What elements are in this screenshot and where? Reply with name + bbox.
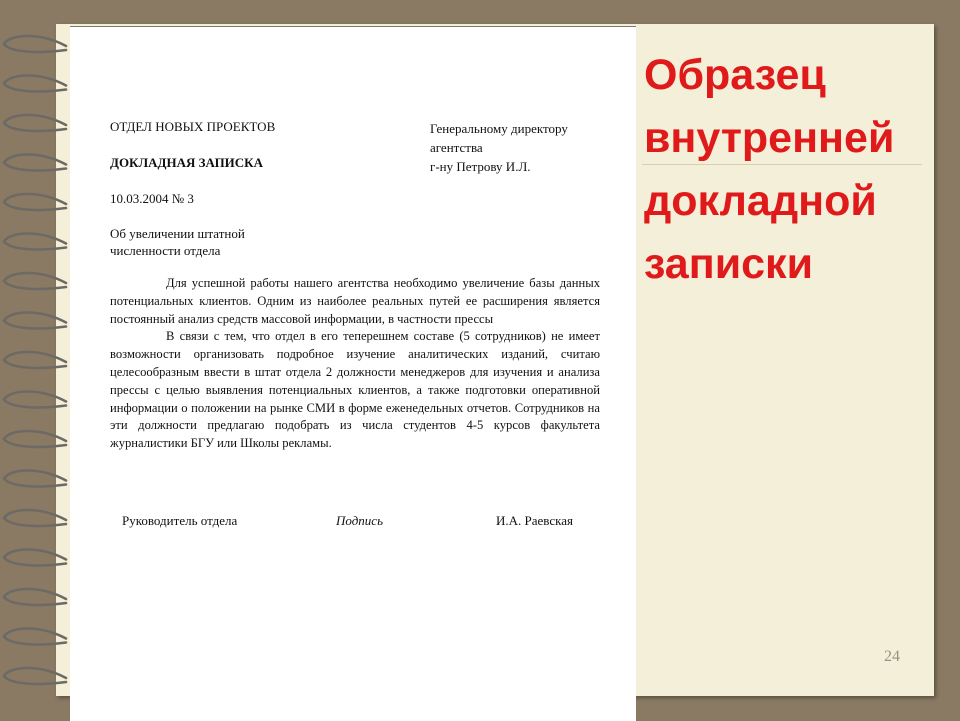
slide-title-line: записки [644,240,813,288]
spiral-ring [4,36,66,52]
slide-title [644,44,930,296]
spiral-ring [4,550,66,566]
subject-line: численности отдела [110,243,221,258]
spiral-ring [4,115,66,131]
spiral-ring [4,194,66,210]
slide-title-line: внутренней [644,114,895,162]
addressee-line: агентства [430,140,483,155]
spiral-ring [4,510,66,526]
spiral-ring [4,668,66,684]
spiral-ring [4,76,66,92]
spiral-ring [4,589,66,605]
spiral-ring [4,431,66,447]
document-type: ДОКЛАДНАЯ ЗАПИСКА [110,155,263,170]
addressee-line: Генеральному директору [430,121,568,136]
memo-body [110,275,600,453]
spiral-ring [4,629,66,645]
subject-line: Об увеличении штатной [110,226,245,241]
memo-document [70,26,636,721]
spiral-ring [4,234,66,250]
memo-paragraph: Для успешной работы нашего агентства необходимо увеличение базы данных потенциальных клиентов. Одним из наиболее реальных путей ее расширения является постоянный анализ средств массовой информации, в частности прессы [110,276,600,326]
subject-block [110,225,245,259]
slide-title-line: Образец [644,51,826,99]
slide-number: 24 [884,648,900,665]
signature-role: Руководитель отдела [122,513,238,528]
signature-name: И.А. Раевская [496,513,573,528]
spiral-ring [4,471,66,487]
spiral-ring [4,155,66,171]
title-divider [642,164,922,165]
slide-title-line: докладной [644,177,877,225]
spiral-ring [4,392,66,408]
spiral-ring [4,273,66,289]
document-date-number: 10.03.2004 № 3 [110,191,194,206]
addressee-block [430,119,568,176]
spiral-ring [4,313,66,329]
memo-paragraph: В связи с тем, что отдел в его теперешнем составе (5 сотрудников) не имеет возможности организовать подробное изучение аналитических изданий, считаю целесообразным ввести в штат отдела 2 должности менеджеров для изучения и анализа прессы с целью выявления потенциальных клиентов, а также подготовки оперативной информации о положении на рынке СМИ в форме еженедельных отчетов. Сотрудников на эти должности предлагаю подобрать из числа студентов 4-5 курсов факультета журналистики БГУ или Школы рекламы. [110,329,600,451]
signature-placeholder: Подпись [336,513,383,528]
spiral-binding [0,0,80,720]
spiral-ring [4,352,66,368]
department-name: ОТДЕЛ НОВЫХ ПРОЕКТОВ [110,119,276,134]
addressee-line: г-ну Петрову И.Л. [430,159,531,174]
